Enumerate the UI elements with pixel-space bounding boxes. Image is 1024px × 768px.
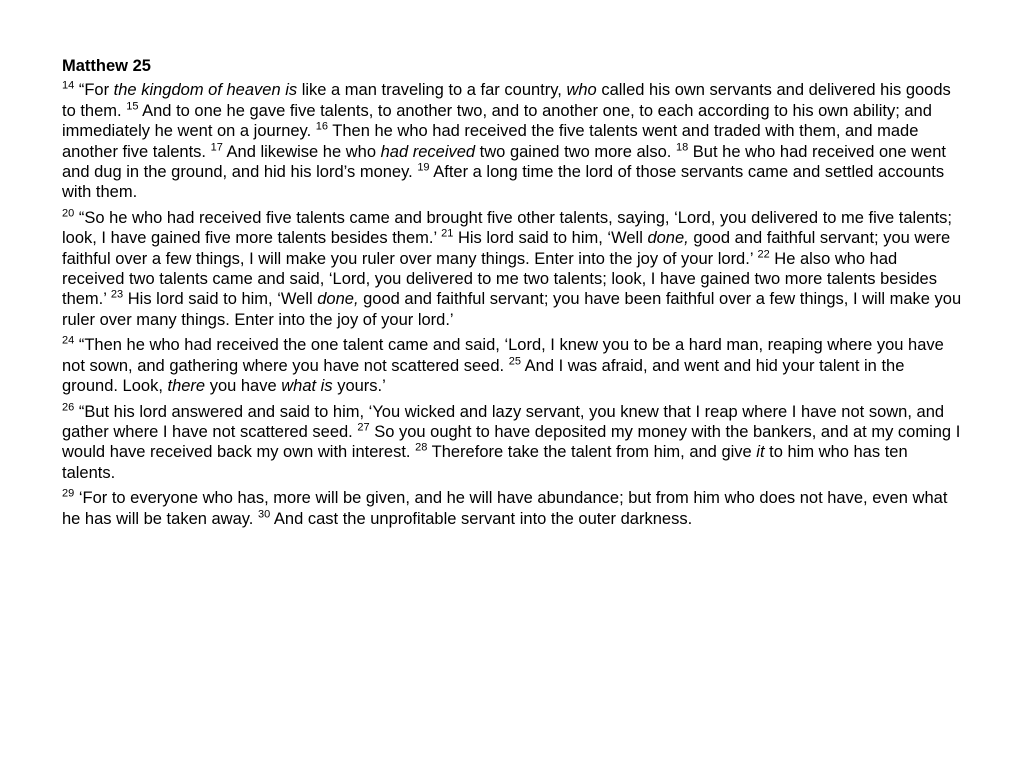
scripture-passage xyxy=(62,80,962,529)
italic-text: had received xyxy=(380,142,476,161)
italic-text: done, xyxy=(317,290,359,309)
verse-number: 26 xyxy=(62,401,75,413)
verse-number: 14 xyxy=(62,79,75,92)
italic-text: the kingdom of heaven is xyxy=(113,81,298,100)
verse-text: ‘For to everyone who has, more will be given, and he will have abundance; but from him who does not have, even what he has will be taken away. xyxy=(62,489,948,528)
verse-text: “So he who had received five talents came and brought five other talents, saying, ‘Lord, you delivered to me five talents; look, I have gained five more talents besides them.’ xyxy=(62,208,952,248)
verse-paragraph xyxy=(62,208,962,330)
verse-number: 21 xyxy=(441,227,454,240)
verse-number: 16 xyxy=(315,120,328,133)
verse-text: And likewise he who xyxy=(222,142,381,161)
verse-number: 29 xyxy=(62,487,75,500)
verse-number: 30 xyxy=(257,508,271,521)
verse-text: yours.’ xyxy=(332,377,386,396)
verse-text: So you ought to have deposited my money with the bankers, and at my coming I would have received back my own with interest. xyxy=(62,422,961,462)
verse-paragraph xyxy=(62,488,962,529)
verse-text: His lord said to him, ‘Well xyxy=(123,290,318,309)
verse-text: He also who had received two talents came and said, ‘Lord, you delivered to me two talents; look, I have gained two more talents besides them.’ xyxy=(62,249,937,309)
verse-text: like a man traveling to a far country, xyxy=(297,81,567,100)
italic-text: what is xyxy=(281,377,333,396)
verse-text: “But his lord answered and said to him, ‘You wicked and lazy servant, you knew that I reap where I have not sown, and gather where I have not scattered seed. xyxy=(62,402,945,441)
verse-text: “Then he who had received the one talent came and said, ‘Lord, I knew you to be a hard man, reaping where you have not sown, and gathering where you have not scattered seed. xyxy=(62,336,944,375)
verse-text: After a long time the lord of those servants came and settled accounts with them. xyxy=(62,163,945,202)
verse-text: And I was afraid, and went and hid your talent in the ground. Look, xyxy=(62,356,905,396)
verse-paragraph xyxy=(62,402,962,484)
verse-text: called his own servants and delivered his goods to them. xyxy=(62,81,951,120)
verse-number: 25 xyxy=(508,355,521,368)
verse-text: two gained two more also. xyxy=(475,142,676,161)
chapter-heading: Matthew 25 xyxy=(62,57,151,75)
verse-paragraph xyxy=(62,80,962,202)
verse-text: you have xyxy=(205,377,282,396)
verse-text: good and faithful servant; you were faithful over a few things, I will make you ruler over many things. Enter into the joy of your lord.’ xyxy=(62,229,951,268)
verse-text: And cast the unprofitable servant into the outer darkness. xyxy=(270,509,693,528)
verse-number: 24 xyxy=(62,334,75,347)
verse-number: 22 xyxy=(757,248,770,261)
italic-text: there xyxy=(167,377,206,396)
verse-text: “For xyxy=(74,81,114,100)
verse-text: Then he who had received the five talents went and traded with them, and made another five talents. xyxy=(62,122,919,161)
verse-number: 28 xyxy=(415,441,428,454)
verse-text: good and faithful servant; you have been faithful over a few things, I will make you ruler over many things. Enter into the joy of your lord.’ xyxy=(62,290,962,329)
verse-text: But he who had received one went and dug in the ground, and hid his lord’s money. xyxy=(62,142,946,182)
verse-text: Therefore take the talent from him, and give xyxy=(427,443,757,462)
verse-number: 20 xyxy=(62,207,75,220)
verse-text: And to one he gave five talents, to another two, and to another one, to each according to his own ability; and immediately he went on a journey. xyxy=(62,101,932,141)
italic-text: it xyxy=(756,443,765,462)
verse-number: 27 xyxy=(357,421,370,434)
verse-number: 15 xyxy=(126,100,139,113)
text-body xyxy=(62,56,962,534)
italic-text: who xyxy=(566,81,597,100)
italic-text: done, xyxy=(647,229,689,248)
verse-text: His lord said to him, ‘Well xyxy=(453,229,648,248)
verse-number: 17 xyxy=(210,141,223,154)
verse-text: to him who has ten talents. xyxy=(62,443,908,482)
verse-number: 19 xyxy=(417,161,430,174)
verse-paragraph xyxy=(62,335,962,396)
verse-number: 18 xyxy=(675,141,689,154)
verse-number: 23 xyxy=(110,288,124,301)
